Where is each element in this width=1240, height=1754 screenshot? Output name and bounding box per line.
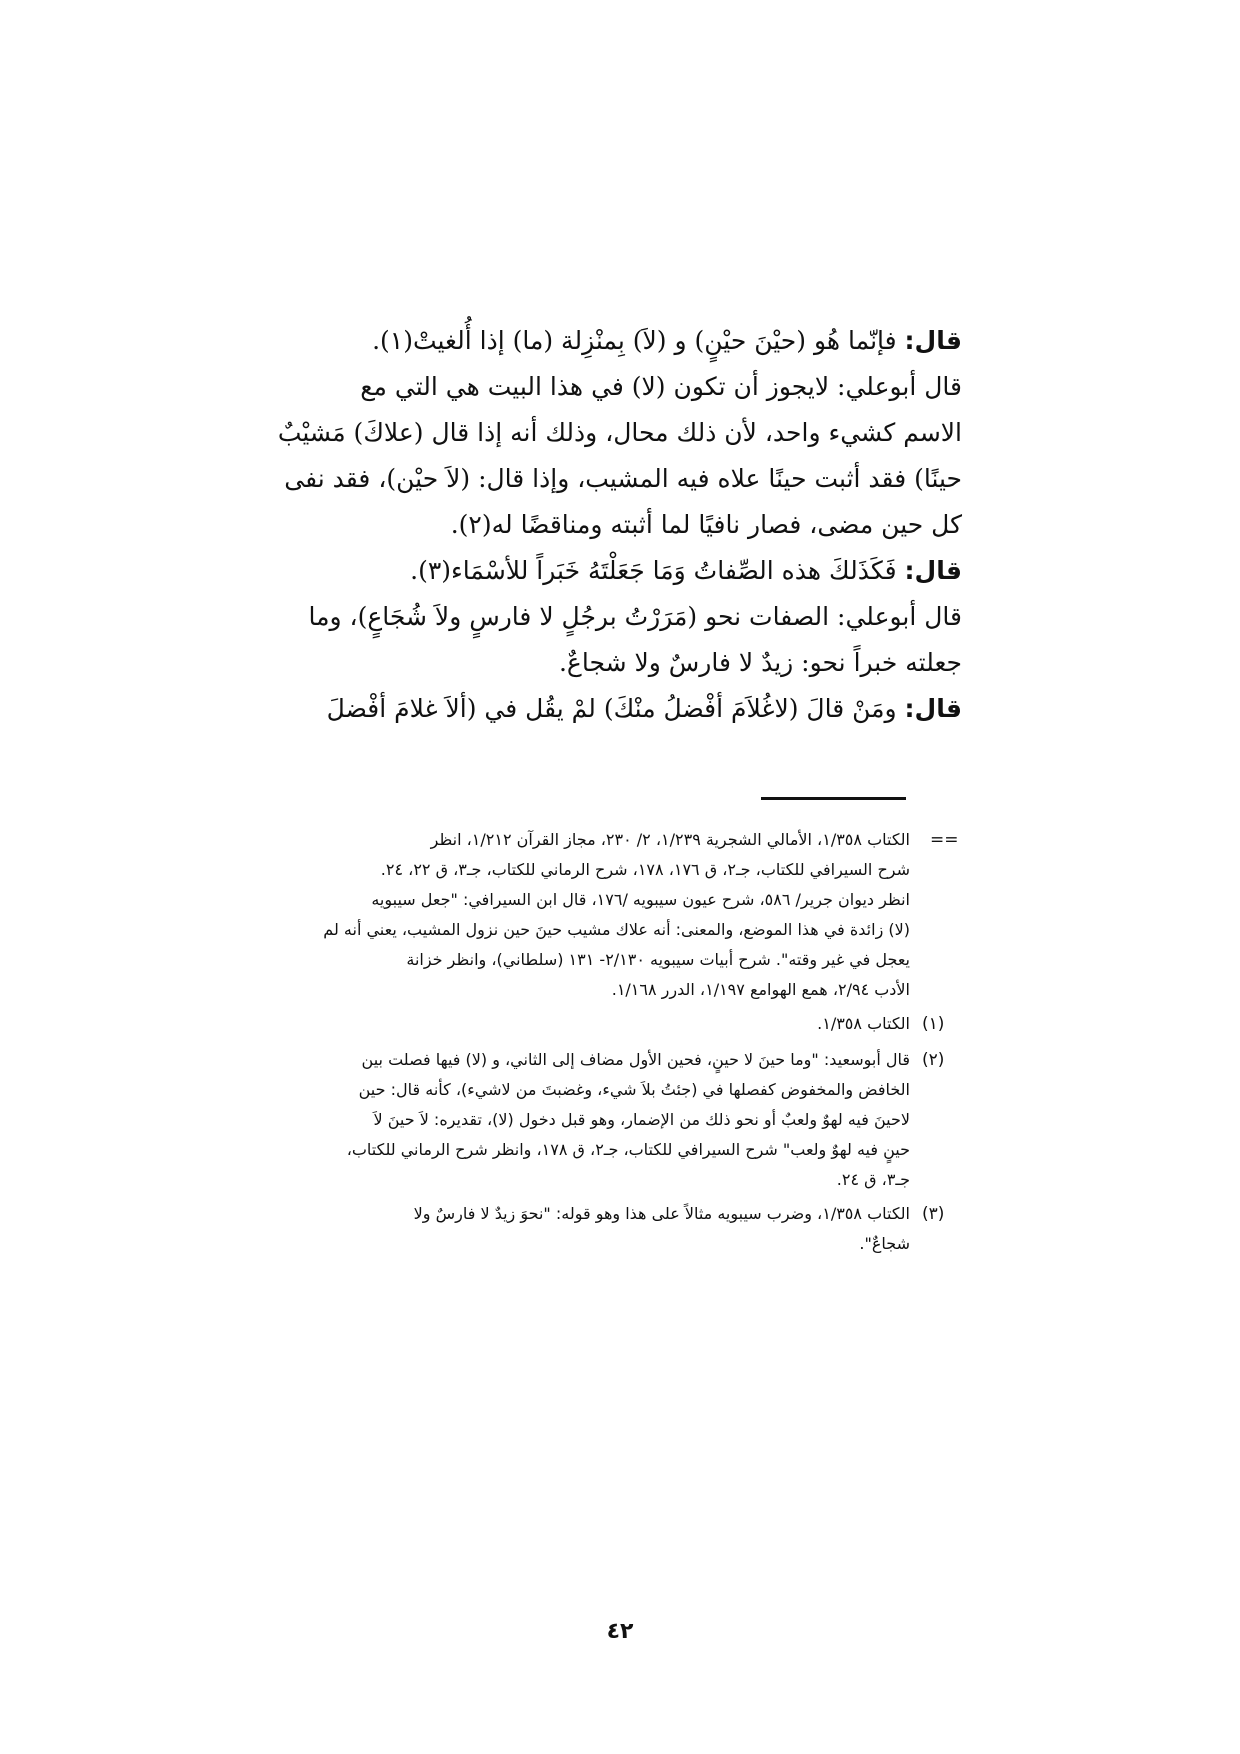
- line-text: حينًا) فقد أثبت حينًا علاه فيه المشيب، وإذا قال: (لاَ حيْن)، فقد نفى: [284, 464, 962, 493]
- text-line: [327, 686, 962, 732]
- footnote-line: الأدب ٢/٩٤، همع الهوامع ١/١٩٧، الدرر ١/١٦٨.: [611, 980, 910, 999]
- footnote-line: يعجل في غير وقته". شرح أبيات سيبويه ٢/١٣٠- ١٣١ (سلطاني)، وانظر خزانة: [406, 950, 910, 969]
- footnote-marker: (٣): [922, 1204, 945, 1224]
- speaker-label: قال:: [904, 694, 962, 723]
- footnote-line: الكتاب ١/٣٥٨.: [817, 1014, 910, 1033]
- footnote-line: شرح السيرافي للكتاب، جـ٢، ق ١٧٦، ١٧٨، شرح الرماني للكتاب، جـ٣، ق ٢٢، ٢٤.: [380, 860, 910, 879]
- footnote-line: شجاعٌ".: [859, 1234, 910, 1253]
- text-line: [559, 640, 962, 686]
- footnote-marker: (١): [922, 1014, 945, 1034]
- text-line: [309, 594, 962, 640]
- speaker-label: قال:: [904, 556, 962, 585]
- line-text: ومَنْ قالَ (لاغُلاَمَ أفْضلُ منْكَ) لمْ يقُل في (ألاَ غلامَ أفْضلَ: [326, 694, 905, 723]
- footnote-line: جـ٣، ق ٢٤.: [836, 1170, 910, 1189]
- footnote-line: الخافض والمخفوض كفصلها في (جئتُ بلاَ شيء، وغضبتَ من لاشيء)، كأنه قال: حين: [358, 1080, 910, 1099]
- footnote-marker: (٢): [922, 1050, 945, 1070]
- text-line: [278, 410, 962, 456]
- text-line: [410, 548, 962, 594]
- footnote-line: الكتاب ١/٣٥٨، الأمالي الشجرية ١/٢٣٩، ٢/ ٢٣٠، مجاز القرآن ١/٢١٢، انظر: [430, 830, 910, 849]
- footnote-divider: [761, 797, 906, 800]
- line-text: قال أبوعلي: الصفات نحو (مَرَرْتُ برجُلٍ لا فارسٍ ولاَ شُجَاعٍ)، وما: [308, 602, 962, 631]
- text-line: [284, 456, 962, 502]
- continuation-marker: ==: [930, 830, 959, 850]
- speaker-label: قال:: [904, 326, 962, 355]
- footnote-line: لاحينَ فيه لهوٌ ولعبٌ أو نحو ذلك من الإضمار، وهو قبل دخول (لا)، تقديره: لاَ حينَ لاَ: [373, 1110, 910, 1129]
- footnote-line: (لا) زائدة في هذا الموضع، والمعنى: أنه علاك مشيب حينَ حين نزول المشيب، يعني أنه لم: [323, 920, 910, 939]
- footnote-line: الكتاب ١/٣٥٨، وضرب سيبويه مثالاً على هذا وهو قوله: "نحوَ زيدٌ لا فارسٌ ولا: [413, 1204, 910, 1223]
- footnote-line: انظر ديوان جرير/ ٥٨٦، شرح عيون سيبويه /١٧٦، قال ابن السيرافي: "جعل سيبويه: [371, 890, 910, 909]
- line-text: كل حين مضى، فصار نافيًا لما أثبته ومناقضًا له(٢).: [450, 510, 962, 539]
- text-line: [451, 502, 962, 548]
- line-text: قال أبوعلي: لايجوز أن تكون (لا) في هذا البيت هي التي مع: [360, 372, 962, 401]
- text-line: [372, 318, 962, 364]
- page-number: ٤٢: [606, 1619, 634, 1644]
- line-text: الاسم كشيء واحد، لأن ذلك محال، وذلك أنه إذا قال (علاكَ) مَشيْبٌ: [277, 418, 962, 447]
- footnote-line: حينٍ فيه لهوٌ ولعب" شرح السيرافي للكتاب، جـ٢، ق ١٧٨، وانظر شرح الرماني للكتاب،: [346, 1140, 910, 1159]
- footnote-line: قال أبوسعيد: "وما حينَ لا حينٍ، فحين الأول مضاف إلى الثاني، و (لا) فيها فصلت بين: [361, 1050, 910, 1069]
- text-line: [360, 364, 962, 410]
- line-text: فإنّما هُو (حيْنَ حيْنٍ) و (لاَ) بِمنْزِلة (ما) إذا أُلغيتْ(١).: [372, 326, 905, 355]
- line-text: فَكَذَلكَ هذه الصِّفاتُ وَمَا جَعَلْتَهُ خَبَراً للأسْمَاء(٣).: [410, 556, 905, 585]
- line-text: جعلته خبراً نحو: زيدٌ لا فارسٌ ولا شجاعٌ.: [558, 648, 962, 677]
